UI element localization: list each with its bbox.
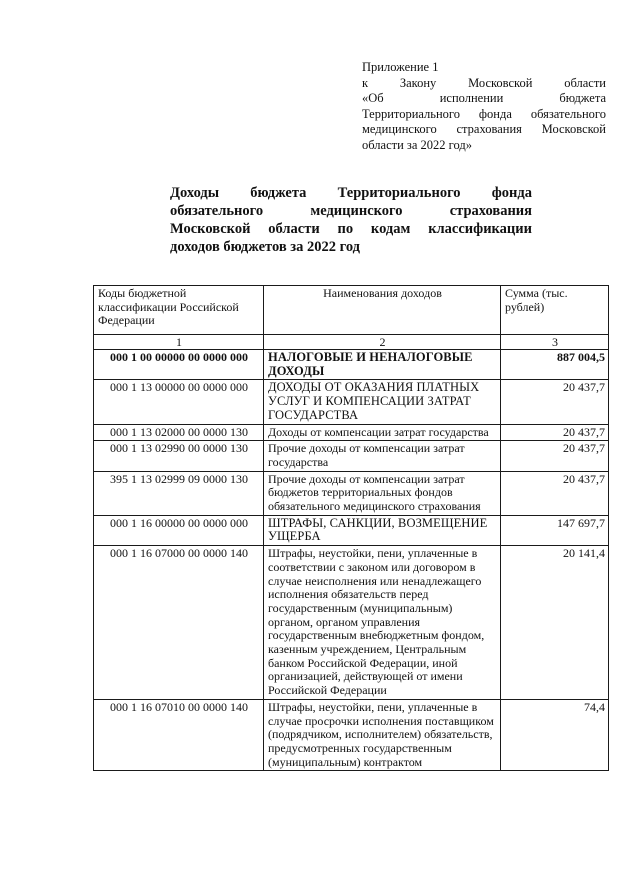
title-line: доходов бюджетов за 2022 год (170, 239, 361, 255)
row-name: Прочие доходы от компенсации затрат государства (264, 441, 501, 471)
row-name: Штрафы, неустойки, пени, уплаченные в случае просрочки исполнения поставщиком (подрядчиком, исполнителем) обязательств, предусмотренных государственным (муниципальным) контрактом (264, 699, 501, 771)
title-line: обязательного медицинского страхования (170, 203, 532, 219)
row-name: Прочие доходы от компенсации затрат бюджетов территориальных фондов обязательного медицинского страхования (264, 471, 501, 515)
column-number: 2 (264, 335, 501, 350)
table-row (94, 441, 609, 471)
table-row (94, 699, 609, 771)
row-code: 000 1 16 07010 00 0000 140 (94, 699, 264, 771)
table-row (94, 424, 609, 441)
appendix-line: медицинского страхования Московской (362, 122, 606, 136)
title-line: Московской области по кодам классификации (170, 221, 532, 237)
row-amount: 20 437,7 (501, 424, 609, 441)
row-code: 000 1 13 02990 00 0000 130 (94, 441, 264, 471)
appendix-line: Приложение 1 (362, 60, 439, 74)
row-code: 395 1 13 02999 09 0000 130 (94, 471, 264, 515)
column-number: 3 (501, 335, 609, 350)
header-code: Коды бюджетной классификации Российской Федерации (94, 286, 264, 335)
row-code: 000 1 16 07000 00 0000 140 (94, 546, 264, 700)
appendix-line: Территориального фонда обязательного (362, 106, 606, 121)
row-name: НАЛОГОВЫЕ И НЕНАЛОГОВЫЕ ДОХОДЫ (264, 350, 501, 380)
table-row (94, 546, 609, 700)
row-name: ШТРАФЫ, САНКЦИИ, ВОЗМЕЩЕНИЕ УЩЕРБА (264, 515, 501, 545)
row-amount: 887 004,5 (501, 350, 609, 380)
document-title (170, 184, 532, 256)
header-sum: Сумма (тыс. рублей) (501, 286, 609, 335)
row-amount: 20 437,7 (501, 471, 609, 515)
column-number-row (94, 335, 609, 350)
table-header-row (94, 286, 609, 335)
row-code: 000 1 13 02000 00 0000 130 (94, 424, 264, 441)
row-name: Доходы от компенсации затрат государства (264, 424, 501, 441)
row-amount: 20 437,7 (501, 380, 609, 424)
income-table (93, 285, 609, 771)
appendix-line: «Об исполнении бюджета (362, 91, 606, 105)
appendix-note (362, 60, 606, 153)
title-line: Доходы бюджета Территориального фонда (170, 185, 532, 201)
row-code: 000 1 13 00000 00 0000 000 (94, 380, 264, 424)
appendix-line: области за 2022 год» (362, 137, 472, 152)
row-amount: 20 141,4 (501, 546, 609, 700)
row-amount: 74,4 (501, 699, 609, 771)
row-name: ДОХОДЫ ОТ ОКАЗАНИЯ ПЛАТНЫХ УСЛУГ И КОМПЕНСАЦИИ ЗАТРАТ ГОСУДАРСТВА (264, 380, 501, 424)
appendix-line: к Закону Московской области (362, 75, 606, 90)
table-row (94, 471, 609, 515)
table-row (94, 350, 609, 380)
row-code: 000 1 16 00000 00 0000 000 (94, 515, 264, 545)
table-row (94, 515, 609, 545)
row-amount: 20 437,7 (501, 441, 609, 471)
row-name: Штрафы, неустойки, пени, уплаченные в соответствии с законом или договором в случае неисполнения или ненадлежащего исполнения обязательств перед государственным (муниципальным) органом, органом управления государственным внебюджетным фондом, казенным учреждением, Центральным банком Российской Федерации, иной организацией, действующей от имени Российской Федерации (264, 546, 501, 700)
column-number: 1 (94, 335, 264, 350)
row-code: 000 1 00 00000 00 0000 000 (94, 350, 264, 380)
table-row (94, 380, 609, 424)
row-amount: 147 697,7 (501, 515, 609, 545)
header-name: Наименования доходов (264, 286, 501, 335)
